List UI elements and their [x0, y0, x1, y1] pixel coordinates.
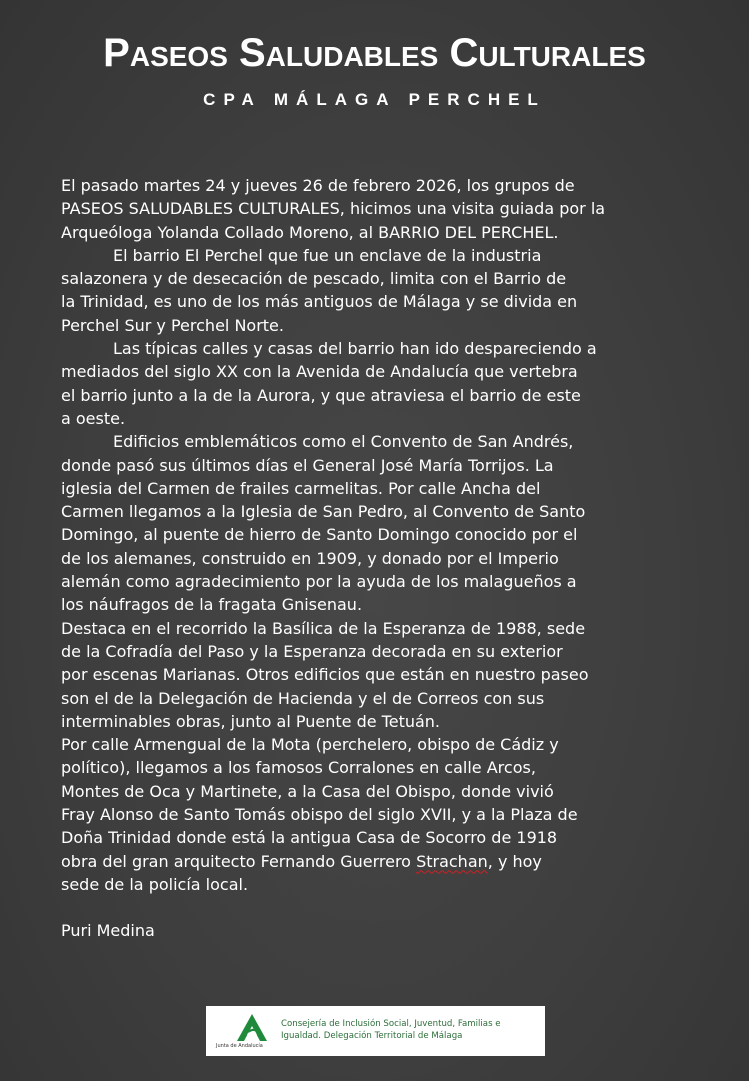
- text-line: la Trinidad, es uno de los más antiguos de Málaga y se divida en: [61, 292, 578, 312]
- text-line: [61, 221, 701, 244]
- text-line: [61, 244, 701, 267]
- text-line: salazonera y de desecación de pescado, limita con el Barrio de: [61, 269, 567, 289]
- text-segment: , y hoy: [487, 851, 542, 871]
- page-title: Paseos Saludables Culturales: [103, 31, 646, 75]
- text-line: Doña Trinidad donde está la antigua Casa de Socorro de 1918: [61, 828, 558, 848]
- text-segment: obra del gran arquitecto Fernando Guerrero: [61, 851, 417, 871]
- paragraph-2: [61, 244, 701, 337]
- footer-line-1: Consejería de Inclusión Social, Juventud, Familias e: [281, 1019, 501, 1029]
- text-line: político), llegamos a los famosos Corralones en calle Arcos,: [61, 758, 536, 778]
- author-signature: Puri Medina: [61, 921, 155, 940]
- misspelled-word: Strachan: [416, 851, 488, 871]
- text-line: Fray Alonso de Santo Tomás obispo del siglo XVII, y a la Plaza de: [61, 805, 578, 825]
- text-line: por escenas Marianas. Otros edificios que están en nuestro paseo: [61, 665, 589, 685]
- text-line: El pasado martes 24 y jueves 26 de febrero 2026, los grupos de: [61, 176, 575, 195]
- text-line-content: Las típicas calles y casas del barrio han ido despareciendo a: [113, 339, 597, 359]
- paragraph-4: [61, 430, 701, 616]
- text-line: Destaca en el recorrido la Basílica de la Esperanza de 1988, sede: [61, 618, 586, 638]
- paragraph-6: [61, 733, 701, 896]
- text-line: el barrio junto a la de la Aurora, y que atraviesa el barrio de este: [61, 385, 581, 405]
- logo-caption: Junta de Andalucía: [216, 1043, 263, 1049]
- text-line: interminables obras, junto al Puente de Tetuán.: [61, 711, 441, 731]
- footer-line-2: Igualdad. Delegación Territorial de Málaga: [281, 1031, 463, 1041]
- text-line: Carmen llegamos a la Iglesia de San Pedro, al Convento de Santo: [61, 502, 586, 522]
- text-line: [61, 430, 701, 453]
- text-line: los náufragos de la fragata Gnisenau.: [61, 595, 363, 615]
- paragraph-1: [61, 174, 701, 244]
- article-body: [61, 174, 701, 896]
- text-line: de los alemanes, construido en 1909, y donado por el Imperio: [61, 548, 559, 568]
- text-line: mediados del siglo XX con la Avenida de Andalucía que vertebra: [61, 362, 578, 382]
- text-line: Perchel Sur y Perchel Norte.: [61, 315, 284, 335]
- paragraph-5: [61, 617, 701, 733]
- text-line: a oeste.: [61, 408, 126, 428]
- text-line-content: Arqueóloga Yolanda Collado Moreno, al BARRIO DEL PERCHEL.: [61, 222, 559, 242]
- text-line: Montes de Oca y Martinete, a la Casa del Obispo, donde vivió: [61, 781, 554, 801]
- text-line: Por calle Armengual de la Mota (perchelero, obispo de Cádiz y: [61, 735, 559, 755]
- text-line: [61, 850, 701, 873]
- text-line: Domingo, al puente de hierro de Santo Domingo conocido por el: [61, 525, 578, 545]
- junta-andalucia-logo-icon: [234, 1013, 270, 1043]
- paragraph-3: [61, 337, 701, 430]
- text-line: donde pasó sus últimos días el General José María Torrijos. La: [61, 455, 554, 475]
- text-line: de la Cofradía del Paso y la Esperanza decorada en su exterior: [61, 641, 563, 661]
- footer-logo-banner: [206, 1006, 545, 1056]
- text-line: iglesia del Carmen de frailes carmelitas. Por calle Ancha del: [61, 478, 541, 498]
- footer-agency-text: [281, 1018, 501, 1042]
- text-line: sede de la policía local.: [61, 874, 249, 894]
- text-line: [61, 337, 701, 360]
- text-line-content: Edificios emblemáticos como el Convento de San Andrés,: [113, 432, 574, 452]
- text-line: alemán como agradecimiento por la ayuda de los malagueños a: [61, 572, 577, 592]
- text-line-content: El barrio El Perchel que fue un enclave de la industria: [113, 245, 542, 265]
- text-line: PASEOS SALUDABLES CULTURALES, hicimos una visita guiada por la: [61, 199, 606, 219]
- page-subtitle: CPA MÁLAGA PERCHEL: [203, 90, 546, 109]
- text-line: son el de la Delegación de Hacienda y el de Correos con sus: [61, 688, 545, 708]
